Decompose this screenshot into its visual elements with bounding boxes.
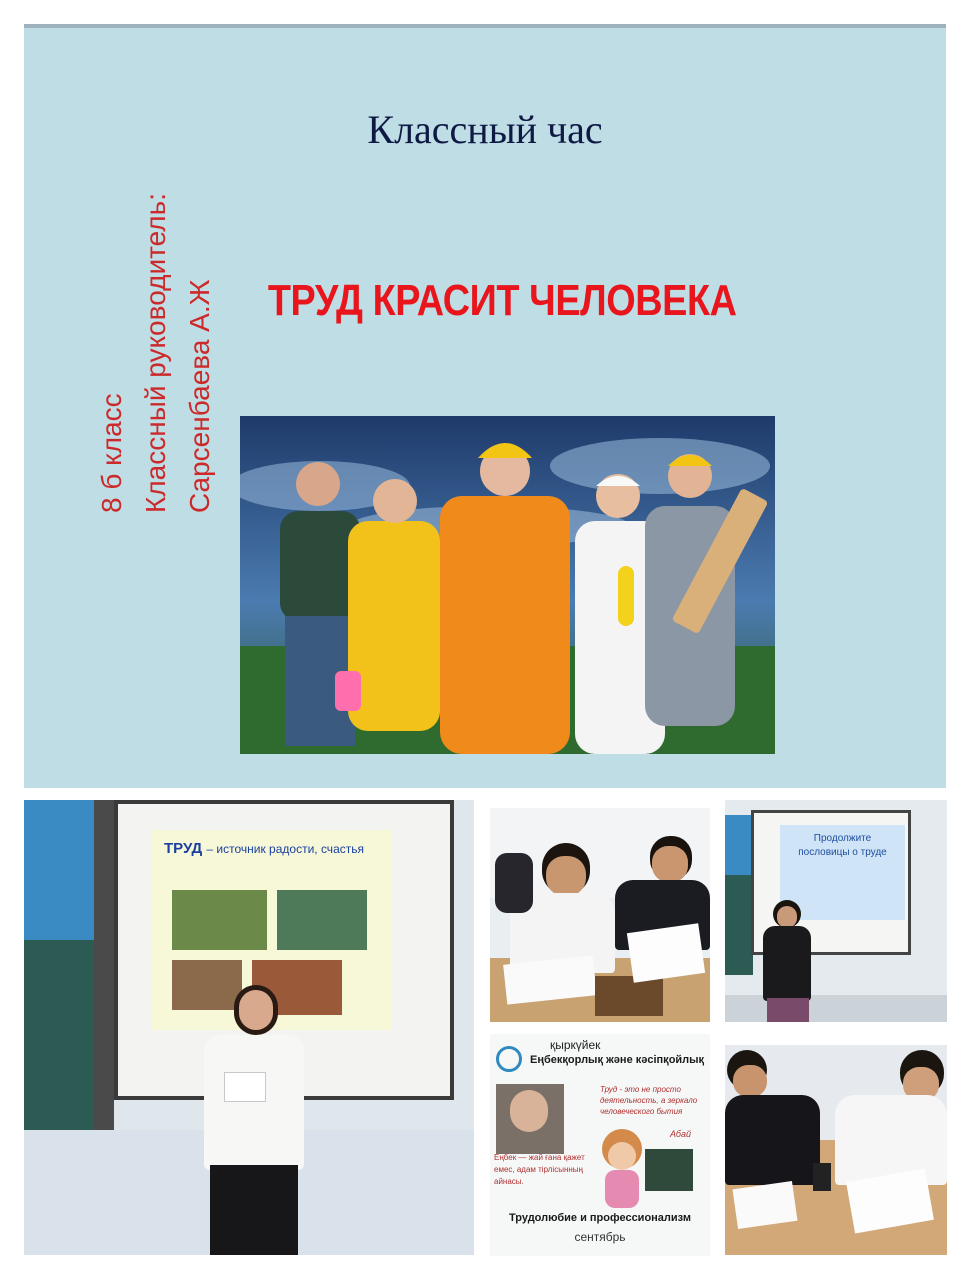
photo-girl-presenting bbox=[24, 800, 474, 1255]
projector-slide-text: – источник радости, счастья bbox=[206, 842, 364, 856]
title-slide bbox=[24, 28, 946, 788]
workers-image bbox=[240, 416, 775, 754]
photo-students-writing bbox=[490, 808, 710, 1022]
poster-title-ru: Трудолюбие и профессионализм bbox=[508, 1212, 692, 1224]
poster-quote-kz: Еңбек — жай ғана қажет емес, адам тірлісынның айнасы. bbox=[494, 1153, 585, 1186]
teacher-label: Классный руководитель: bbox=[140, 193, 171, 513]
class-label: 8 б класс bbox=[96, 393, 127, 513]
class-info-vertical bbox=[96, 128, 216, 578]
poster-quote-ru: Труд - это не просто деятельность, а зеркало человеческого бытия bbox=[600, 1085, 698, 1116]
poster-title-kz: Еңбекқорлық және кәсіпқойлық bbox=[530, 1054, 705, 1066]
photo-poster bbox=[490, 1034, 710, 1256]
proverbs-slide-line1: Продолжите bbox=[813, 833, 872, 844]
slide-title: Классный час bbox=[367, 107, 603, 152]
teacher-name: Сарсенбаева А.Ж bbox=[184, 279, 215, 513]
projector-slide-title: ТРУД bbox=[164, 840, 203, 857]
photo-teacher-proverbs bbox=[725, 800, 947, 1022]
slide-subtitle: ТРУД КРАСИТ ЧЕЛОВЕКА bbox=[267, 276, 737, 325]
poster-month-ru: сентябрь bbox=[574, 1230, 626, 1244]
poster-month-kz: қыркүйек bbox=[550, 1038, 601, 1052]
photo-students-writing-2 bbox=[725, 1045, 947, 1255]
proverbs-slide-line2: пословицы о труде bbox=[798, 847, 887, 858]
poster-author: Абай bbox=[670, 1129, 691, 1139]
